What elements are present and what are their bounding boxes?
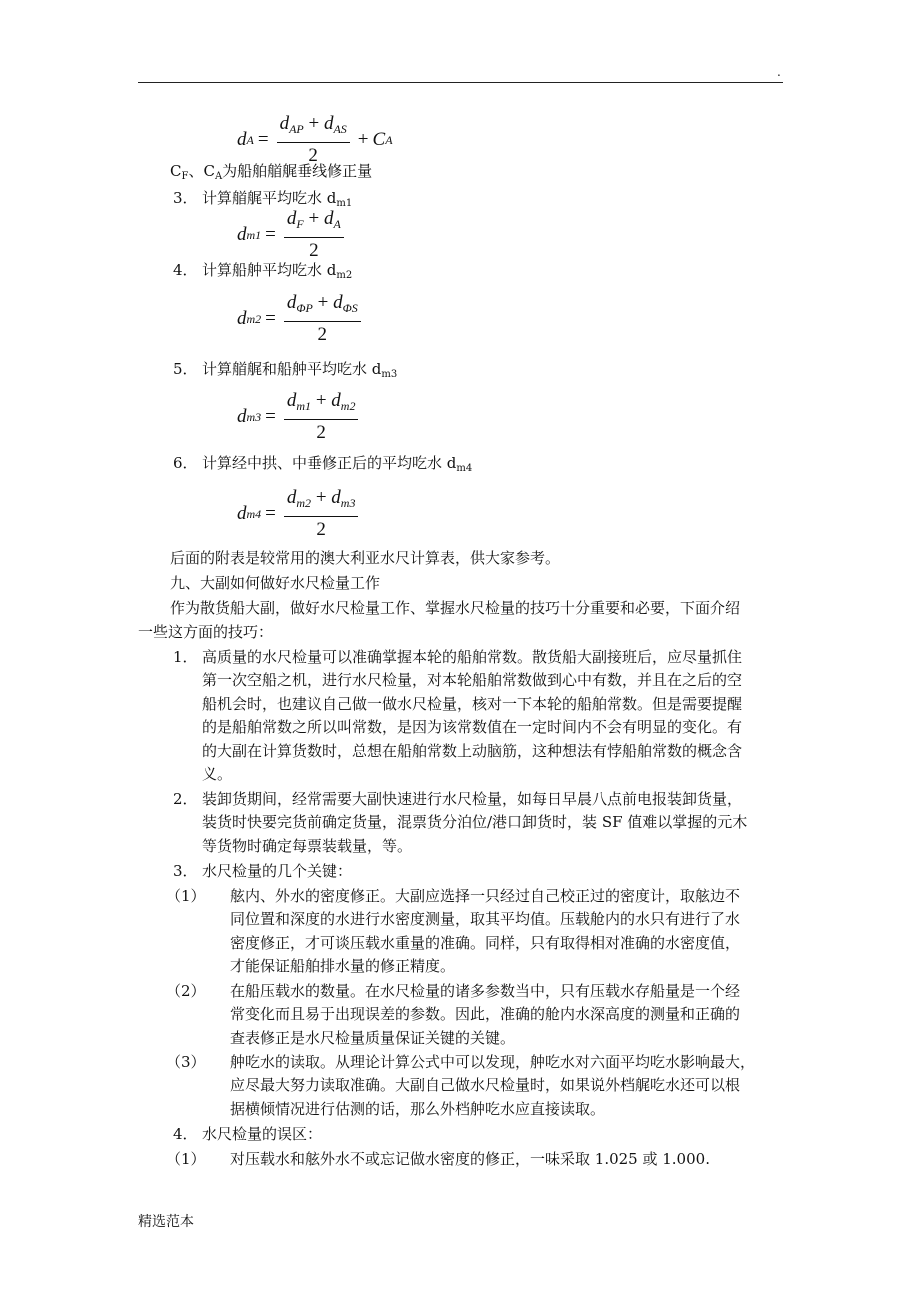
- eq-num-term2-sub: ΦS: [342, 301, 358, 315]
- item3-1-line: 同位置和深度的水进行水密度测量，取其平均值。压载舱内的水只有进行了水: [230, 910, 741, 929]
- item1-paragraph: [202, 646, 802, 786]
- note-separator: 、: [188, 162, 204, 180]
- eq-numerator: $d_{m1} + d_{m2}$: [284, 390, 359, 420]
- item3-1-line: 密度修正，才可谈压载水重量的准确。同样，只有取得相对准确的水密度值，: [230, 933, 741, 952]
- item3-2-line: 在船压载水的数量。在水尺检量的诸多参数当中，只有压载水存船量是一个经: [230, 982, 741, 1000]
- step4-number: 4．: [173, 261, 198, 279]
- step6-text: [202, 453, 472, 479]
- item3-3-number: （3）: [166, 1053, 206, 1071]
- eq-num-term2: d: [331, 487, 341, 508]
- item2-line: 等货物时确定每票装载量，等。: [202, 836, 413, 855]
- item1-line: 船机会时，也建议自己做一做水尺检量，核对一下本轮的船舶常数。但是需要提醒: [202, 694, 743, 713]
- eq-fraction: [284, 390, 359, 444]
- eq-lhs: d: [237, 406, 247, 427]
- step4-text: [202, 260, 352, 286]
- equation-d-m2: [237, 292, 365, 346]
- step4-label: 计算船舯平均吃水 d: [202, 261, 337, 279]
- eq-lhs-sub: m1: [246, 227, 262, 242]
- eq-plus: +: [357, 129, 369, 150]
- eq-num-term1-sub: ΦP: [296, 301, 313, 315]
- item3-3-line: 应尽最大努力读取准确。大副自己做水尺检量时，如果说外档艉吃水还可以根: [230, 1076, 741, 1095]
- intro-line-2: 一些这方面的技巧：: [138, 623, 274, 641]
- step5-number: 5．: [173, 360, 198, 378]
- eq-lhs: d: [237, 129, 247, 150]
- eq-denominator: 2: [316, 422, 326, 443]
- equation-d-m1: [237, 208, 348, 262]
- eq-fraction: [284, 292, 361, 346]
- note-c-f-sub: F: [181, 171, 189, 182]
- eq-extra-term-sub: A: [385, 132, 393, 147]
- item1-line: 的大副在计算货数时，总想在船舶常数上动脑筋，这种想法有悖船舶常数的概念含: [202, 741, 743, 760]
- step3-sub: m1: [336, 198, 353, 209]
- eq-equals: =: [265, 308, 276, 329]
- eq-fraction: [284, 208, 344, 262]
- note-c-f: C: [170, 162, 182, 180]
- eq-num-term1: d: [286, 390, 297, 411]
- eq-num-term2-sub: m2: [340, 399, 356, 413]
- step3-label: 计算艏艉平均吃水 d: [202, 189, 337, 207]
- item3-2-number: （2）: [166, 982, 206, 1000]
- equation-d-a: [237, 113, 393, 167]
- item4-1-number: （1）: [166, 1150, 206, 1168]
- step5-sub: m3: [381, 369, 398, 380]
- item3-2-line: 查表修正是水尺检量质量保证关键的关键。: [230, 1028, 516, 1047]
- eq-num-term2: d: [331, 390, 341, 411]
- eq-fraction: [277, 113, 350, 167]
- note-c-a: C: [203, 162, 215, 180]
- eq-lhs: d: [237, 308, 247, 329]
- eq-lhs: d: [237, 224, 247, 245]
- step6-label: 计算经中拱、中垂修正后的平均吃水 d: [202, 454, 457, 472]
- step3-number: 3．: [173, 189, 198, 207]
- equation-d-m4: [237, 487, 362, 541]
- item1-line: 高质量的水尺检量可以准确掌握本轮的船舶常数。散货船大副接班后，应尽量抓住: [202, 648, 743, 666]
- item3-1-paragraph: [230, 885, 800, 979]
- correction-note: [170, 161, 372, 187]
- eq-denominator: 2: [309, 240, 319, 261]
- eq-num-term2: d: [333, 292, 343, 313]
- item3-text: 水尺检量的几个关键：: [202, 862, 353, 880]
- item3-3-line: 舯吃水的读取。从理论计算公式中可以发现，舯吃水对六面平均吃水影响最大，: [230, 1053, 756, 1071]
- eq-num-term1: d: [286, 292, 297, 313]
- step4-sub: m2: [336, 270, 353, 281]
- eq-numerator: $d_{AP} + d_{AS}$: [277, 113, 350, 143]
- step6-sub: m4: [456, 463, 473, 474]
- eq-num-term2-sub: A: [333, 217, 341, 231]
- eq-num-term2: d: [323, 208, 334, 229]
- item4-1-text: 对压载水和舷外水不或忘记做水密度的修正，一味采取 1.025 或 1.000.: [230, 1150, 710, 1168]
- eq-num-term1-sub: AP: [289, 122, 304, 136]
- item3-3-line: 据横倾情况进行估测的话，那么外档舯吃水应直接读取。: [230, 1099, 606, 1118]
- eq-num-term2-sub: m3: [340, 496, 356, 510]
- eq-denominator: 2: [316, 519, 326, 540]
- eq-num-term1: d: [286, 487, 297, 508]
- eq-num-term1-sub: m1: [296, 399, 312, 413]
- eq-extra-term: C: [372, 129, 386, 150]
- section-9-title: 九、大副如何做好水尺检量工作: [170, 574, 381, 592]
- eq-num-term1: d: [279, 113, 290, 134]
- footer-label: 精选范本: [138, 1214, 194, 1230]
- eq-denominator: 2: [317, 324, 328, 345]
- item3-1-line: 才能保证船舶排水量的修正精度。: [230, 957, 456, 976]
- item3-number: 3．: [173, 862, 198, 880]
- item3-2-line: 常变化而且易于出现误差的参数。因此，准确的舱内水深高度的测量和正确的: [230, 1005, 741, 1024]
- intro-line-1: 作为散货船大副，做好水尺检量工作、掌握水尺检量的技巧十分重要和必要，下面介绍: [170, 599, 741, 617]
- header-dot: .: [777, 65, 781, 79]
- eq-equals: =: [265, 224, 276, 245]
- item2-number: 2．: [173, 790, 198, 808]
- item1-number: 1．: [173, 648, 198, 666]
- eq-equals: =: [265, 503, 276, 524]
- eq-num-term1-sub: m2: [296, 496, 312, 510]
- eq-numerator: $d_{\Phi P} + d_{\Phi S}$: [284, 292, 361, 322]
- item2-line: 装卸货期间，经常需要大副快速进行水尺检量，如每日早晨八点前电报装卸货量，: [202, 790, 743, 808]
- item2-line: 装货时快要完货前确定货量，混票货分泊位/港口卸货时，装 SF 值难以掌握的元木: [202, 813, 748, 832]
- eq-equals: =: [265, 406, 276, 427]
- header-rule: [138, 82, 783, 83]
- eq-numerator: $d_F + d_A$: [284, 208, 344, 238]
- item1-line: 的是船舶常数之所以叫常数，是因为该常数值在一定时间内不会有明显的变化。有: [202, 718, 743, 737]
- item3-1-number: （1）: [166, 887, 206, 905]
- eq-lhs-sub: m3: [246, 409, 262, 424]
- item3-3-paragraph: [230, 1051, 800, 1121]
- note-c-a-sub: A: [214, 171, 223, 182]
- eq-lhs-sub: m2: [246, 311, 262, 326]
- step5-label: 计算艏艉和船舯平均吃水 d: [202, 360, 382, 378]
- eq-num-term2: d: [323, 113, 334, 134]
- item2-paragraph: [202, 788, 802, 858]
- eq-fraction: [284, 487, 359, 541]
- eq-lhs-sub: m4: [246, 506, 262, 521]
- eq-lhs: d: [237, 503, 247, 524]
- eq-equals: =: [257, 129, 269, 150]
- item1-line: 义。: [202, 765, 233, 784]
- item3-1-line: 舷内、外水的密度修正。大副应选择一只经过自己校正过的密度计，取舷边不: [230, 887, 741, 905]
- eq-num-term1-sub: F: [296, 217, 304, 231]
- eq-denominator: 2: [308, 145, 318, 166]
- item1-line: 第一次空船之机，进行水尺检量，对本轮船舶常数做到心中有数，并且在之后的空: [202, 671, 743, 690]
- step6-number: 6．: [173, 454, 198, 472]
- eq-num-term2-sub: AS: [333, 122, 347, 136]
- item4-number: 4．: [173, 1125, 198, 1143]
- appendix-note: 后面的附表是较常用的澳大利亚水尺计算表，供大家参考。: [170, 549, 561, 567]
- eq-num-term1: d: [286, 208, 297, 229]
- item3-2-paragraph: [230, 980, 800, 1050]
- item4-text: 水尺检量的误区：: [202, 1125, 323, 1143]
- eq-lhs-sub: A: [246, 132, 254, 147]
- note-text: 为船舶艏艉垂线修正量: [222, 162, 373, 180]
- eq-numerator: $d_{m2} + d_{m3}$: [284, 487, 359, 517]
- step5-text: [202, 359, 397, 385]
- equation-d-m3: [237, 390, 362, 444]
